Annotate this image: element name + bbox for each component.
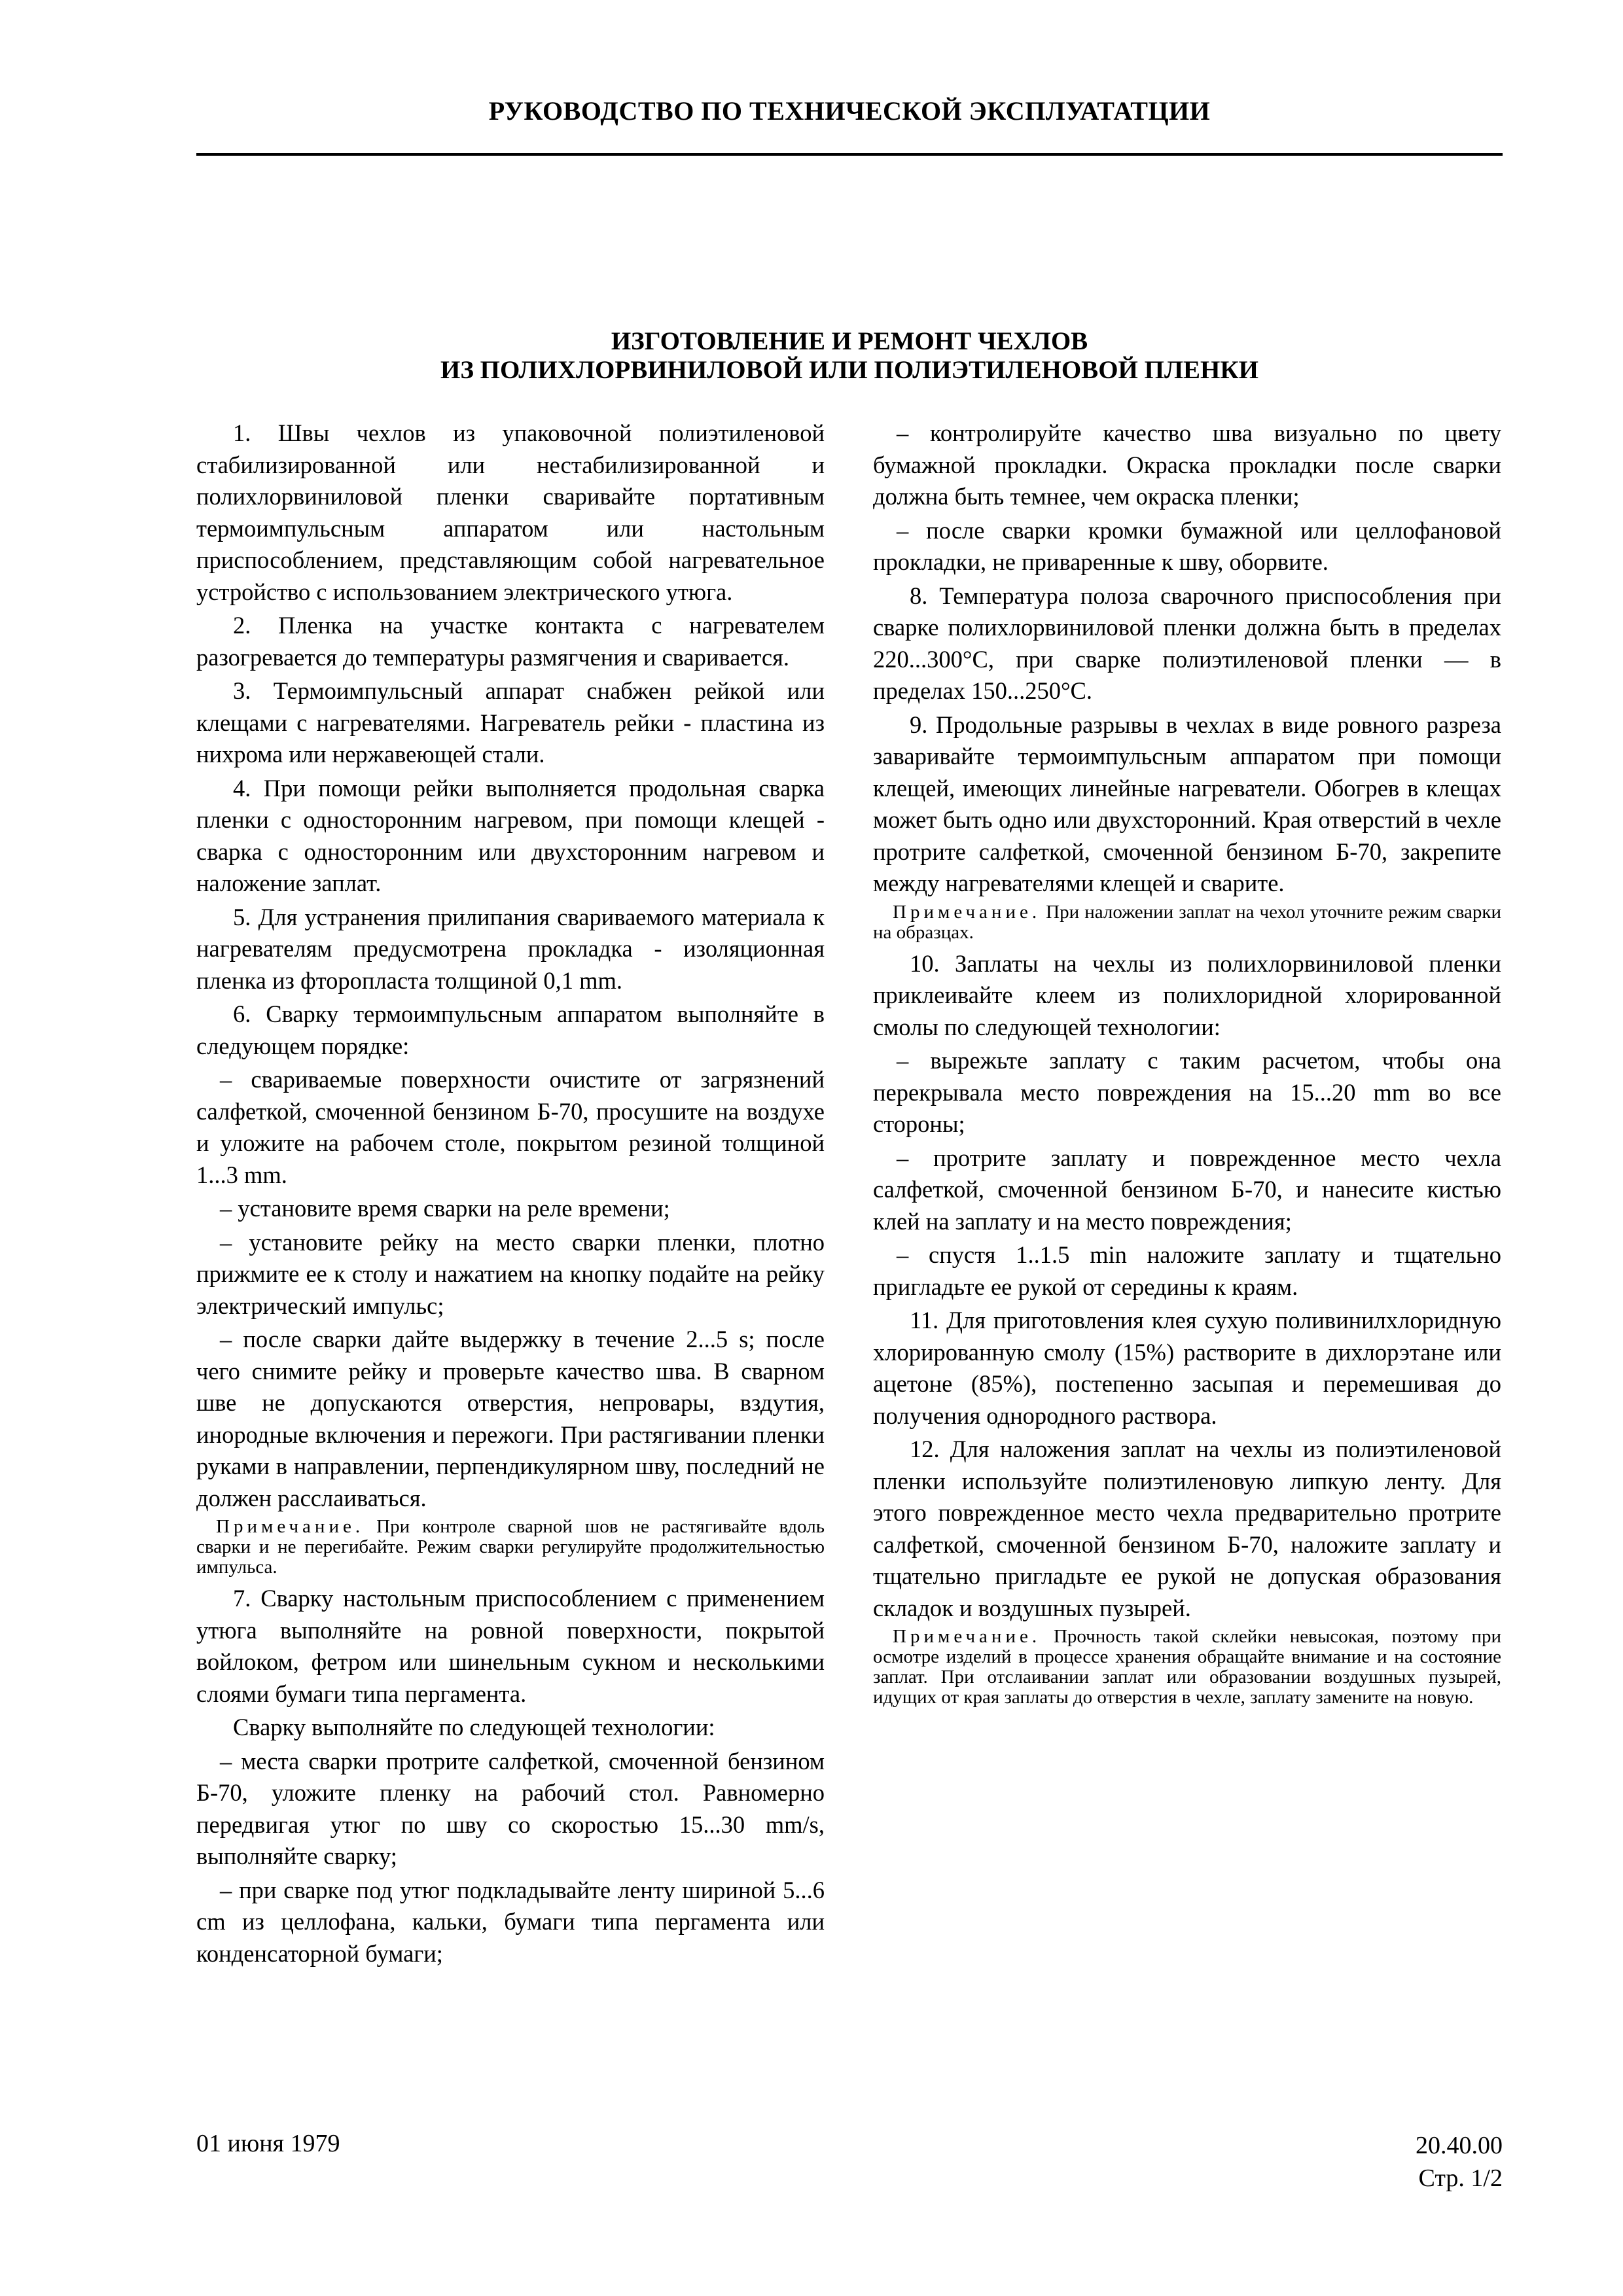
note-3 — [873, 1627, 1501, 1708]
paragraph-5: 5. Для устранения прилипания свариваемого материала к нагревателям предусмотрена прокладка - изоляционная пленка из фторопласта толщиной 0,1 mm. — [196, 903, 825, 994]
note-2 — [873, 902, 1501, 943]
paragraph-3: 3. Термоимпульсный аппарат снабжен рейкой или клещами с нагревателями. Нагреватель рейки - пластина из нихрома или нержавеющей стали. — [196, 677, 825, 768]
footer-reference — [1283, 2129, 1503, 2195]
paragraph-11: 11. Для приготовления клея сухую поливинилхлоридную хлорированную смолу (15%) растворите в дихлорэтане или ацетоне (85%), постепенно засыпая и перемешивая до получения однородного раствора. — [873, 1307, 1501, 1429]
list-item: – протрите заплату и поврежденное место чехла салфеткой, смоченной бензином Б-70, и нанесите кистью клей на заплату и на место повреждения; — [873, 1144, 1501, 1235]
running-header: РУКОВОДСТВО ПО ТЕХНИЧЕСКОЙ ЭКСПЛУАТАТЦИИ — [488, 96, 1211, 126]
list-item: – установите время сварки на реле времени; — [220, 1195, 670, 1222]
list-item: – свариваемые поверхности очистите от загрязнений салфеткой, смоченной бензином Б-70, просушите на воздухе и уложите на рабочем столе, покрытом резиной толщиной 1...3 mm. — [196, 1066, 825, 1188]
left-column — [196, 417, 825, 1971]
document-title — [196, 327, 1503, 385]
paragraph-7: 7. Сварку настольным приспособлением с применением утюга выполняйте на ровной поверхности, покрытой войлоком, фетром или шинельным сукном и несколькими слоями бумаги типа пергамента. — [196, 1585, 825, 1707]
note-label: Примечание. — [893, 901, 1041, 923]
paragraph-9: 9. Продольные разрывы в чехлах в виде ровного разреза заваривайте термоимпульсным аппаратом при помощи клещей, имеющих линейные нагреватели. Обогрев в клещах может быть одно или двухсторонний. Края отверстий в чехле протрите салфеткой, смоченной бензином Б-70, закрепите между нагревателями клещей и сварите. — [873, 711, 1501, 896]
note-label: Примечание. — [893, 1626, 1041, 1647]
paragraph-7b: Сварку выполняйте по следующей технологии: — [233, 1714, 715, 1740]
footer-date: 01 июня 1979 — [196, 2130, 340, 2157]
header-rule — [196, 153, 1503, 156]
note-text: При контроле сварной шов не растягивайте вдоль сварки и не перегибайте. Режим сварки регулируйте продолжительностью импульса. — [196, 1516, 825, 1578]
title-line-2: ИЗ ПОЛИХЛОРВИНИЛОВОЙ ИЛИ ПОЛИЭТИЛЕНОВОЙ ПЛЕНКИ — [440, 356, 1258, 384]
paragraph-6: 6. Сварку термоимпульсным аппаратом выполняйте в следующем порядке: — [196, 1000, 825, 1059]
right-column — [873, 417, 1501, 1713]
note-1 — [196, 1517, 825, 1578]
paragraph-8: 8. Температура полоза сварочного приспособления при сварке полихлорвиниловой пленки должна быть в пределах 220...300°C, при сварке полиэтиленовой пленки — в пределах 150...250°C. — [873, 582, 1501, 704]
title-line-1: ИЗГОТОВЛЕНИЕ И РЕМОНТ ЧЕХЛОВ — [611, 327, 1088, 355]
list-item: – вырежьте заплату с таким расчетом, чтобы она перекрывала место повреждения на 15...20 mm во все стороны; — [873, 1047, 1501, 1137]
note-label: Примечание. — [216, 1516, 365, 1537]
note-text: При наложении заплат на чехол уточните режим сварки на образцах. — [873, 901, 1501, 943]
list-item: – при сварке под утюг подкладывайте ленту шириной 5...6 cm из целлофана, кальки, бумаги типа пергамента или конденсаторной бумаги; — [196, 1876, 825, 1967]
paragraph-1: 1. Швы чехлов из упаковочной полиэтиленовой стабилизированной или нестабилизированной и полихлорвиниловой пленки сваривайте портативным термоимпульсным аппаратом или настольным приспособлением, представляющим собой нагревательное устройство с использованием электрического утюга. — [196, 419, 825, 605]
paragraph-2: 2. Пленка на участке контакта с нагревателем разогревается до температуры размягчения и сваривается. — [196, 612, 825, 671]
list-item: – после сварки кромки бумажной или целлофановой прокладки, не приваренные к шву, оборвите. — [873, 516, 1501, 575]
paragraph-4: 4. При помощи рейки выполняется продольная сварка пленки с односторонним нагревом, при помощи клещей - сварка с односторонним или двухсторонним нагревом и наложение заплат. — [196, 774, 825, 896]
list-item: – места сварки протрите салфеткой, смоченной бензином Б-70, уложите пленку на рабочий стол. Равномерно передвигая утюг по шву со скоростью 15...30 mm/s, выполняйте сварку; — [196, 1747, 825, 1869]
list-item: – контролируйте качество шва визуально по цвету бумажной прокладки. Окраска прокладки после сварки должна быть темнее, чем окраска пленки; — [873, 419, 1501, 510]
list-item: – установите рейку на место сварки пленки, плотно прижмите ее к столу и нажатием на кнопку подайте на рейку электрический импульс; — [196, 1228, 825, 1319]
note-text: Прочность такой склейки невысокая, поэтому при осмотре изделий в процессе хранения обращайте внимание и на состояние заплат. При отслаивании заплат или образовании воздушных пузырей, идущих от края заплаты до отверстия в чехле, заплату замените на новую. — [873, 1626, 1501, 1708]
paragraph-12: 12. Для наложения заплат на чехлы из полиэтиленовой пленки используйте полиэтиленовую липкую ленту. Для этого поврежденное место чехла предварительно протрите салфеткой, смоченной бензином Б-70, наложите заплату и тщательно пригладьте ее рукой не допуская образования складок и воздушных пузырей. — [873, 1436, 1501, 1621]
document-code: 20.40.00 — [1416, 2132, 1503, 2159]
list-item: – спустя 1..1.5 min наложите заплату и тщательно пригладьте ее рукой от середины к краям. — [873, 1241, 1501, 1300]
page-number: Стр. 1/2 — [1418, 2164, 1503, 2192]
paragraph-10: 10. Заплаты на чехлы из полихлорвиниловой пленки приклеивайте клеем из полихлоридной хлорированной смолы по следующей технологии: — [873, 949, 1501, 1040]
list-item: – после сварки дайте выдержку в течение 2...5 s; после чего снимите рейку и проверьте качество шва. В сварном шве не допускаются отверстия, непровары, вздутия, инородные включения и пережоги. При растягивании пленки руками в направлении, перпендикулярном шву, последний не должен расслаиваться. — [196, 1326, 825, 1511]
